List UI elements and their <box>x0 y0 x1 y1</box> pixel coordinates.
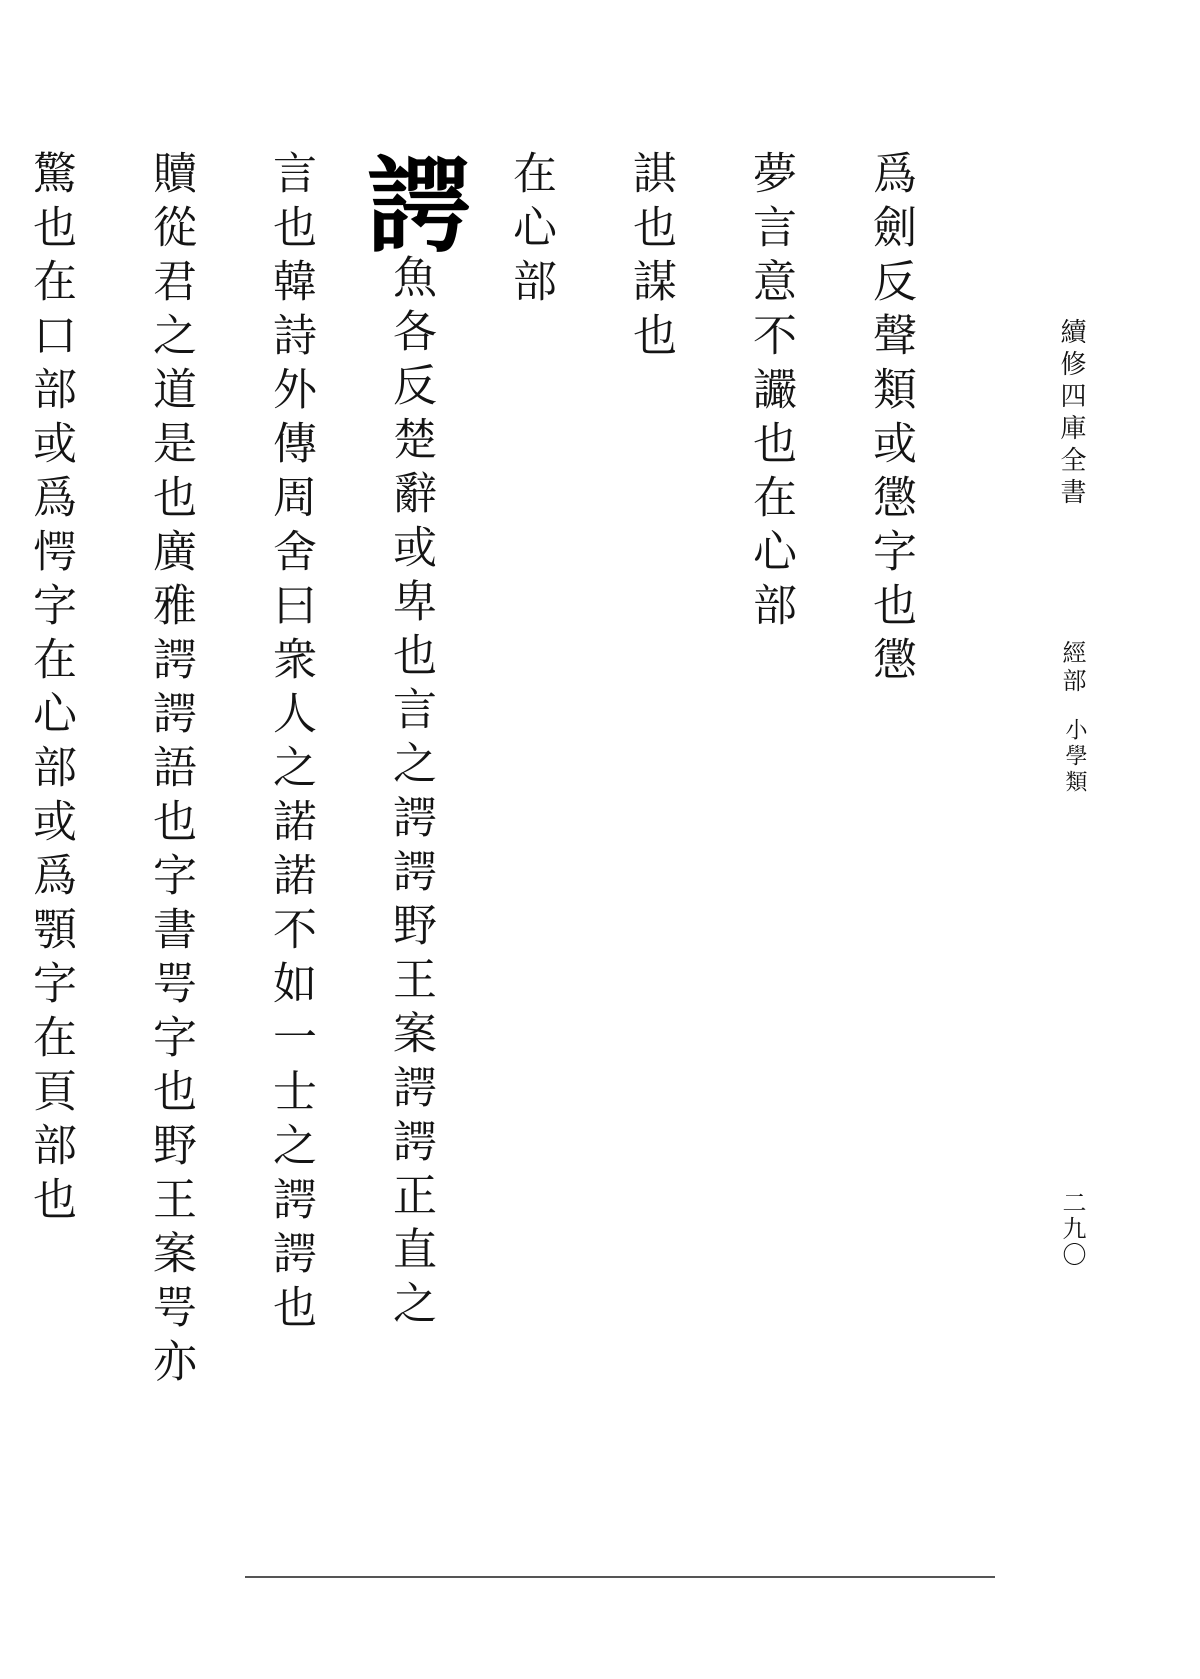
text-column <box>470 150 590 1480</box>
text-column <box>350 150 470 1480</box>
entry-gloss: 在心部 <box>505 150 556 312</box>
entry-gloss: 驚也在口部或爲愕字在心部或爲顎字在頁部也 <box>25 150 76 1230</box>
series-title: 續修四庫全書 <box>1056 318 1086 510</box>
entry-gloss: 言也韓詩外傳周舍曰衆人之諾諾不如一士之諤諤也 <box>265 150 316 1338</box>
text-column <box>0 150 110 1480</box>
entry-head-character: 諤 <box>349 150 472 254</box>
page-number: 二九〇 <box>1058 1190 1086 1268</box>
main-text <box>25 150 950 1480</box>
bottom-rule <box>245 1576 995 1578</box>
text-column <box>110 150 230 1480</box>
text-column <box>590 150 710 1480</box>
subsection-label: 小學類 <box>1062 718 1087 796</box>
section-label: 經部 <box>1058 640 1086 696</box>
entry-gloss: 贖從君之道是也廣雅諤諤語也字書咢字也野王案咢亦 <box>145 150 196 1392</box>
text-column <box>710 150 830 1480</box>
entry-gloss: 爲劍反聲類或懲字也懲 <box>865 150 916 690</box>
text-column <box>830 150 950 1480</box>
entry-gloss: 夢言意不讝也在心部 <box>745 150 796 636</box>
entry-gloss: 魚各反楚辭或卑也言之諤諤野王案諤諤正直之 <box>385 254 436 1334</box>
text-column <box>230 150 350 1480</box>
entry-gloss: 諆也謀也 <box>625 150 676 366</box>
